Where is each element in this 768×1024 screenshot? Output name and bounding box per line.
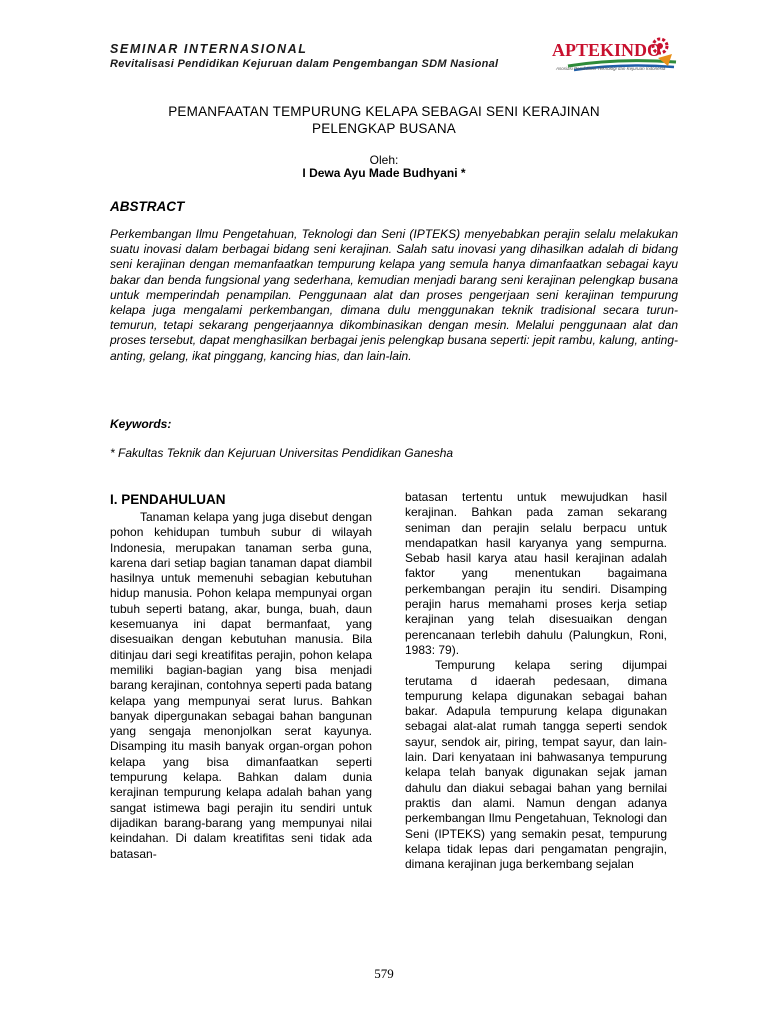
abstract-text: Perkembangan Ilmu Pengetahuan, Teknologi dan Seni (IPTEKS) menyebabkan perajin selalu melakukan suatu inovasi dalam berbagai bidang seni kerajinan. Salah satu inovasi yang dihasilkan adalah di bidang seni kerajinan dengan memanfaatkan tempurung kelapa yang semula hanya dimanfaatkan sebagai kayu bakar dan benda fungsional yang sederhana, kemudian menjadi barang seni kerajinan pelengkap busana untuk memperindah penampilan. Penggunaan alat dan proses pengerjaan seni kerajinan tempurung kelapa juga mengalami perkembangan, dimana dulu menggunakan teknik tradisional secara turun-temurun, tetapi sekarang pengerjaannya dikombinasikan dengan mesin. Melalui penggunaan alat dan proses tersebut, dapat menghasilkan berbagai jenis pelengkap busana seperti: jepit rambu, kalung, anting-anting, gelang, ikat pinggang, kancing hias, dan lain-lain. [110, 227, 678, 363]
right-column [405, 490, 667, 872]
paper-title [100, 103, 668, 137]
seminar-title: SEMINAR INTERNASIONAL [110, 42, 308, 56]
left-column [110, 492, 372, 862]
by-label: Oleh: [369, 153, 399, 167]
author-affiliation: * Fakultas Teknik dan Kejuruan Universitas Pendidikan Ganesha [110, 446, 454, 460]
logo-tagline: Asosiasi Pendidikan Teknologi dan Kejuruan Indonesia [556, 66, 666, 71]
paper-title-line2: PELENGKAP BUSANA [311, 121, 456, 136]
seminar-subtitle: Revitalisasi Pendidikan Kejuruan dalam Pengembangan SDM Nasional [110, 58, 499, 70]
paper-title-line1: PEMANFAATAN TEMPURUNG KELAPA SEBAGAI SENI KERAJINAN [168, 104, 600, 119]
section-heading: I. PENDAHULUAN [110, 492, 226, 507]
body-paragraph: batasan tertentu untuk mewujudkan hasil kerajinan. Bahkan pada zaman sekarang seniman dan perajin selalu berpacu untuk mendapatkan hasil karyanya yang sempurna. Sebab hasil karya atau hasil kerajinan adalah faktor yang menentukan bagaimana perkembangan perajin itu sendiri. Disamping perajin harus memahami proses kerja setiap kerajinan yang telah disesuaikan dengan perencanaan terlebih dahulu (Palungkun, Roni, 1983: 79). [405, 490, 667, 657]
body-paragraph: Tanaman kelapa yang juga disebut dengan pohon kehidupan tumbuh subur di wilayah Indonesia, merupakan tanaman serba guna, karena dari setiap bagian tanaman dapat diambil hasilnya untuk memenuhi sebagian kebutuhan hidup manusia. Pohon kelapa mempunyai organ tubuh seperti batang, akar, bunga, buah, daun kesemuanya ini dapat bermanfaat, yang disesuaikan dengan kebutuhan manusia. Bila ditinjau dari segi kreatifitas perajin, pohon kelapa memiliki bagian-bagian yang bisa menjadi barang kerajinan, contohnya seperti pada batang kelapa yang mempunyai serat lurus. Bahkan banyak dipergunakan sebagai bahan bangunan yang sengaja menonjolkan serat kayunya. Disamping itu masih banyak organ-organ pohon kelapa yang bisa dimanfaatkan seperti tempurung kelapa. Bahkan dalam dunia kerajinan tempurung kelapa adalah bahan yang sangat istimewa bagi perajin itu sendiri untuk dijadikan barang-barang yang mempunyai nilai keindahan. Di dalam kreatifitas seni tidak ada batasan- [110, 510, 372, 861]
author-name: I Dewa Ayu Made Budhyani * [302, 166, 466, 180]
keywords-label: Keywords: [110, 417, 172, 431]
abstract-heading: ABSTRACT [110, 199, 185, 214]
body-paragraph: Tempurung kelapa sering dijumpai terutama d idaerah pedesaan, dimana tempurung kelapa digunakan sebagai bahan bakar. Adapula tempurung kelapa digunakan sebagai alat-alat rumah tangga seperti sendok sayur, sendok air, piring, tempat sayur, dan lain-lain. Dari kenyataan ini bahwasanya tempurung kelapa telah banyak digunakan sejak jaman dahulu dan diakui sebagai bahan yang bernilai praktis dan alami. Namun dengan adanya perkembangan Ilmu Pengetahuan, Teknologi dan Seni (IPTEKS) yang semakin pesat, tempurung kelapa tidak lepas dari pengamatan pengrajin, dimana kerajinan juga berkembang sejalan [405, 658, 667, 872]
logo-wordmark: APTEKINDO [552, 40, 662, 60]
page-number: 579 [374, 966, 394, 981]
aptekindo-logo [548, 36, 680, 82]
